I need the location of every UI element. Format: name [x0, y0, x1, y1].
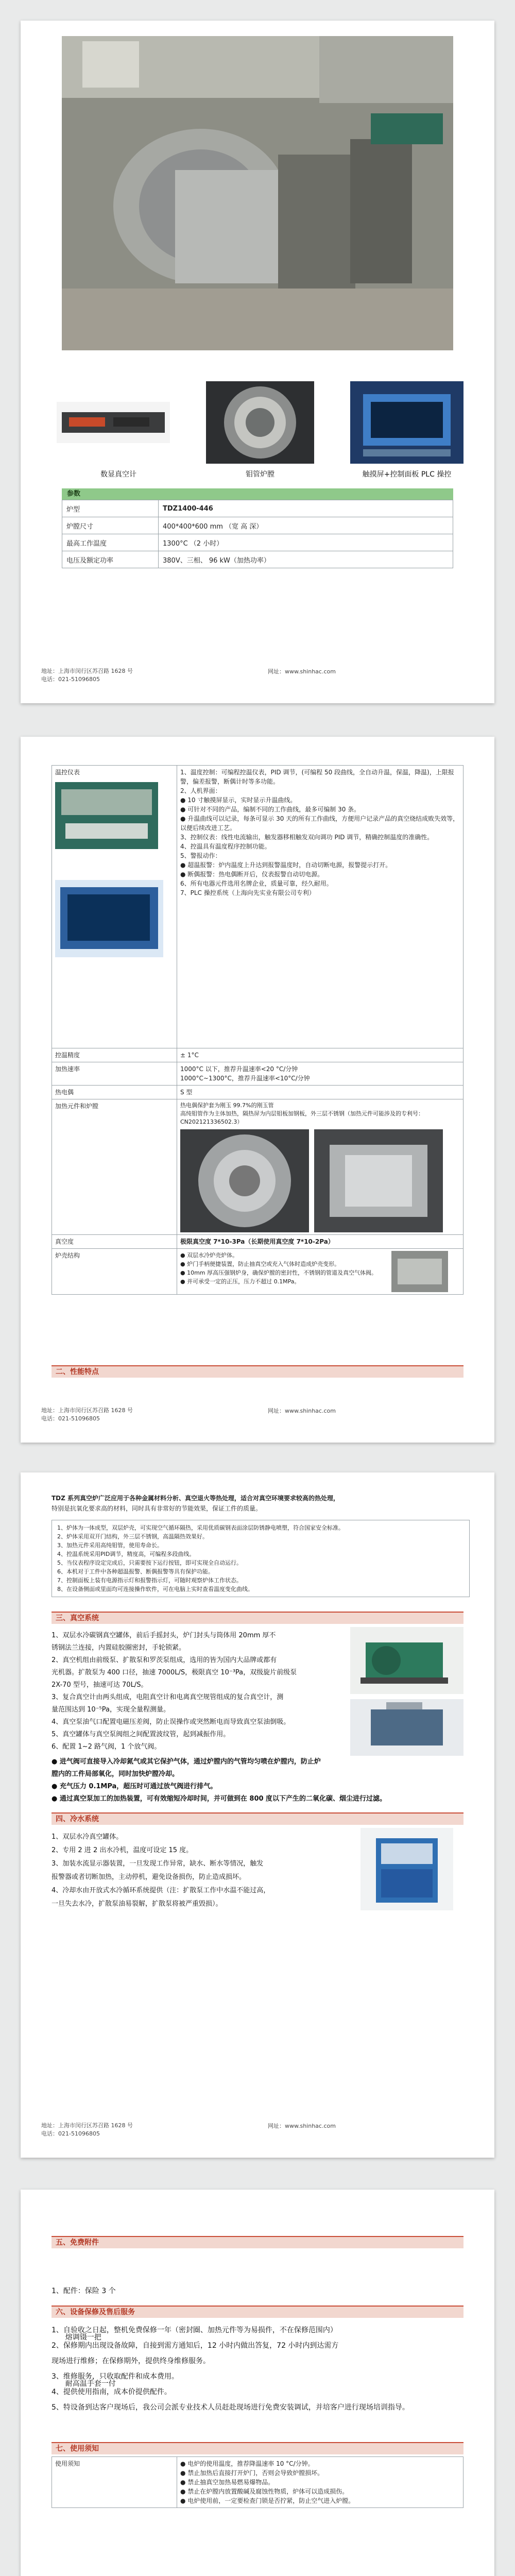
caption-touchscreen-panel: 触摸屏+控制面板 PLC 操控 [362, 470, 452, 479]
page-3 [21, 1472, 494, 2158]
diffusion-pump-photo [350, 1699, 464, 1756]
table-row: 加热元件和炉膛 热电偶保护套为刚玉 99.7%的刚玉管 高纯钼管作为主体加热，隔热屏为内层钼板加钢板，外三层不锈钢（加热元件可能涉及的专利号：CN202121336502.3） [52, 1099, 464, 1235]
vacuum-system-text: 1、双层水冷碳钢真空罐体，前后手摇封头，炉门封头与筒体用 20mm 厚不 锈钢法兰连接，内置硅胶圈密封，手轮锁紧。 2、真空机组由前级泵、扩散泵和罗茨泵组成，选用的皆为国内大品牌或都有 光机器。扩散泵为 400 口径，抽速 7000L/S，极限真空 10⁻³Pa，双级旋片前级泵 2X-70 型号，抽速可达 70L/S。 3、复合真空计由两头组成，电阻真空计和电离真空规管组成的复合真空计，测 量范围达到 10⁻⁵Pa，实现全量程测量。 4、真空泵油气口配置电磁压差阀，防止误操作或突然断电而导致真空泵油倒吸。 5、真空罐体与真空泵阀组之间配置波纹管，起到减振作用。 6、配置 1~2 路气阀，1 个放气阀。 [52, 1632, 297, 1751]
table-row: 电压及额定功率 380V、三相、 96 kW（加热功率） [62, 551, 453, 568]
footer-website: 网址：www.shinhac.com [268, 2123, 336, 2129]
footer-website: 网址：www.shinhac.com [268, 668, 336, 675]
usage-table [52, 2456, 464, 2508]
table-row: 炉型 TDZ1400-446 [62, 500, 453, 517]
section-vacuum-header: 三、真空系统 [52, 1612, 464, 1624]
table-row: 温控仪表 1、温度控制：可编程控温仪表，PID 调节，(可编程 50 段曲线，全自动升温，保温，降温)，上限报警，偏差报警，断偶计时等多功能。 2、人机界面： ● 10 寸触摸屏显示，实时显示升温曲线。 ● 可针对不同的产品，编制不同的工作曲线，最多可编制 30 条。 ● 升温曲线可以记录，每条可显示 30 天的所有工作曲线，方便用户记录产品的真空烧结成败失效等，以便后续改进工艺。 3、控制仪表：线性电流输出，触发器移相触发双向调功 PID 调节，精确控制温度的准确性。 4、控温具有温度程序控制功能。 5、警报动作： ● 超温报警：炉内温度上升达到报警温度时，自动切断电源，报警提示打开。 ● 断偶报警：热电偶断开后，仪表报警自动切电源。 6、所有电器元件选用名牌企业，质量可靠，经久耐用。 7、PLC 操控系统（上海向先实业有限公司专利） [52, 766, 464, 1048]
spec-header: 参数 [62, 488, 453, 500]
molybdenum-chamber-photo [206, 381, 314, 464]
section-cooling-header: 四、冷水系统 [52, 1812, 464, 1825]
water-chiller-photo [360, 1828, 453, 1910]
caption-molybdenum-chamber: 钼管炉膛 [246, 470, 274, 479]
intro-text: TDZ 系列真空炉广泛应用于各种金属材料分析、真空退火等热处理，适合对真空环境要求较高的热处理， 特别是抗氧化要求高的材料，同时具有非常好的节能效果，保证工件的质量。 [52, 1495, 340, 1512]
table-row: 最高工作温度 1300°C （2 小时） [62, 534, 453, 551]
vacuum-pump-photo [350, 1627, 464, 1694]
table-row: 控温精度 ± 1°C [52, 1048, 464, 1062]
caption-vacuum-gauge: 数显真空计 [100, 470, 136, 479]
table-row: 真空度 极限真空度 7*10-3Pa（长期使用真空度 7*10-2Pa） [52, 1235, 464, 1249]
table-row: 热电偶 S 型 [52, 1086, 464, 1099]
warranty-text: 1、自验收之日起，整机免费保修一年（密封圈、加热元件等为易损件，不在保修范围内） 2、保修期内出现设备故障，自接到需方通知后，12 小时内做出答复，72 小时内到达需方 现场进行维修；在保修期外，提供终身维修服务。 3、维修服务，只收取配件和成本费用。 4、提供使用指南，成本价提供配件。 5、特设备到达客户现场后，我公司会派专业技术人员赶赴现场进行免费安装调试，并培客户进行现场培训指导。 [52, 2326, 409, 2412]
footer-address: 地址：上海市闵行区苏召路 1628 号 电话：021-51096805 [41, 668, 133, 683]
section-accessories-header: 五、免费附件 [52, 2236, 464, 2248]
section-performance-header: 二、性能特点 [52, 1365, 464, 1378]
footer-website: 网址：www.shinhac.com [268, 1408, 336, 1414]
hmi-screen-photo [55, 880, 163, 957]
section-usage-header: 七、使用须知 [52, 2442, 464, 2454]
table-row: 炉壳结构 ● 双层水冷炉壳炉体。 ● 炉门手柄便捷装置，防止抽真空或充入气体时造成炉壳变形。 ● 10mm 厚高压强钢炉身，确保炉膛的密封性，不锈钢的管道及真空气体阀。 ● 并可承受一定的正压，压力不超过 0.1MPa。 [52, 1249, 464, 1295]
controller-photo [55, 782, 158, 849]
table-row: 炉膛尺寸 400*400*600 mm （宽 高 深） [62, 517, 453, 534]
section-warranty-header: 六、设备保修及售后服务 [52, 2306, 464, 2318]
table-row: 加热速率 1000°C 以下，推荐升温速率<20 °C/分钟 1000°C~1300°C，推荐升温速率<10°C/分钟 [52, 1062, 464, 1086]
vacuum-gauge-photo [57, 402, 170, 443]
page-2 [21, 737, 494, 1443]
gas-valve-notes: ● 进气阀可直接导入冷却氮气或其它保护气体，通过炉膛内的气管均匀喷在炉膛内，防止炉 膛内的工件局部氧化，同时加快炉膛冷却。 ● 充气压力 0.1MPa，超压时可通过放气阀进行排气。 ● 通过真空泵加工的加热装置，可有效缩短冷却时间，并可做到在 800 度以下产生的二氧化碳、烟尘进行过滤。 [52, 1758, 387, 1803]
factory-photo [62, 36, 453, 350]
footer-address: 地址：上海市闵行区苏召路 1628 号 电话：021-51096805 [41, 2122, 133, 2137]
cooling-system-text: 1、双层水冷真空罐体。 2、专用 2 进 2 出水冷机，温度可设定 15 度。 3、加装水流显示器装置，一旦发现工作异常，缺水、断水等情况，触发 报警器或者切断加热，主动停机，避免设备损伤，防止造成损坏。 4、冷却水由开放式水冷循环系统提供（注：扩散泵工作中水温不能过高， 一旦失去水冷，扩散泵油易裂解，扩散泵将被严重毁损）。 [52, 1833, 270, 1908]
footer-address: 地址：上海市闵行区苏召路 1628 号 电话：021-51096805 [41, 1407, 133, 1422]
control-table [52, 765, 464, 1295]
page-1 [21, 21, 494, 703]
accessories-text: 1、配件：保险 3 个 熔调镊一把 耐高温手套一付 [52, 2287, 116, 2388]
heating-element-photo-1 [180, 1129, 309, 1232]
table-row: 使用须知 ● 电炉的使用温度，推荐降温速率 10 °C/分钟。 ● 禁止加热后直接打开炉门，否则会导致炉膛损坏。 ● 禁止抽真空加热易燃易爆物品。 ● 禁止在炉膛内放置酸碱及腐蚀性物质，炉体可以造成损伤。 ● 电炉使用前，一定要检查门锁是否拧紧，防止空气进入炉膛。 [52, 2457, 464, 2508]
feature-box: 1、炉体为一体成型，双层炉壳，可实现空气循环隔热，采用优质碳钢表面涂层防锈静电喷塑，符合国家安全标准。 2、炉体采用双开门结构，外三层不锈钢，高温隔热效果好。 3、加热元件采用高纯钼管，使用寿命长。 4、控温系统采用PID调节，精度高，可编程多段曲线。 5、当仪表程序设定完成后，只需要按下运行按钮，即可实现全自动运行。 6、本机对于工件中各种超温报警、断偶报警等具有保护功能。 7、控制面板上装有电源指示灯和报警指示灯，可随时观察炉体工作状态。 8、在设备侧面或里面均可连接操作软件，可在电脑上实时查看温度变化曲线。 [52, 1520, 470, 1597]
spec-table [62, 500, 453, 568]
page-4 [21, 2190, 494, 2576]
furnace-shell-photo [391, 1251, 448, 1292]
touchscreen-panel-photo [350, 381, 464, 464]
heating-element-photo-2 [314, 1129, 443, 1232]
